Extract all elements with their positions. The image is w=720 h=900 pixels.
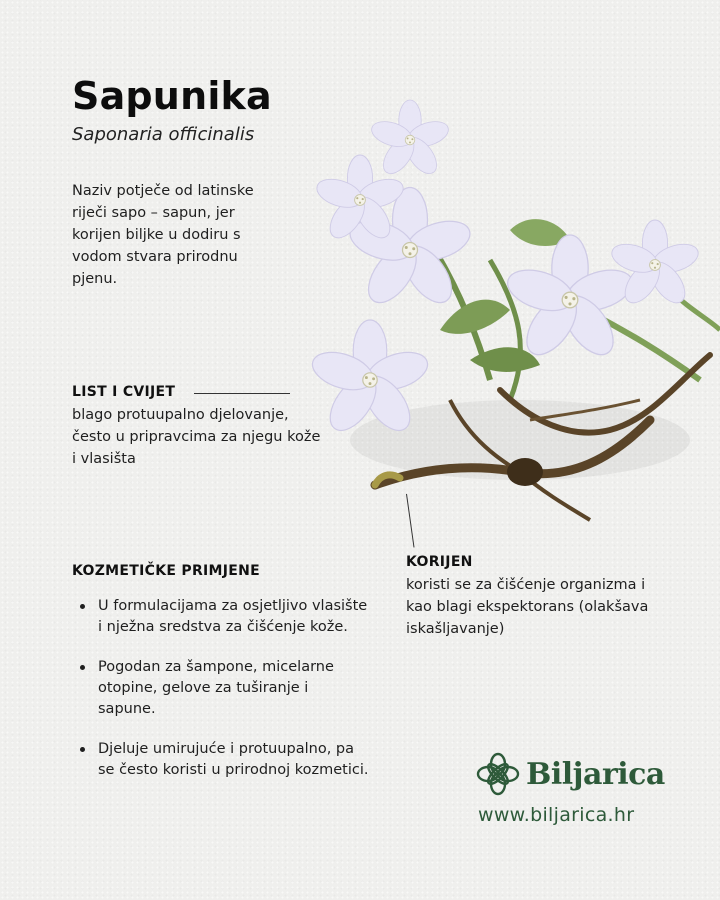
bullet-icon — [80, 604, 85, 609]
list-item-text: U formulacijama za osjetljivo vlasište i nježna sredstva za čišćenje kože. — [98, 598, 368, 635]
leaf-flower-pointer-line — [194, 393, 290, 394]
floral-knot-icon — [476, 752, 520, 796]
root-heading: KORIJEN — [406, 554, 473, 570]
intro-text: Naziv potječe od latinske riječi sapo – sapun, jer korijen biljke u dodiru s vodom stvara prirodnu pjenu. — [72, 183, 254, 287]
brand-name: Biljarica — [526, 756, 665, 792]
page-title: Sapunika — [72, 74, 272, 118]
cosmetics-heading: KOZMETIČKE PRIMJENE — [72, 563, 261, 579]
list-item — [80, 739, 370, 781]
root-text: koristi se za čišćenje organizma i kao blagi ekspektorans (olakšava iskašljavanje) — [406, 577, 649, 637]
list-item-text: Djeluje umirujuće i protuupalno, pa se često koristi u prirodnoj kozmetici. — [98, 741, 369, 778]
bullet-icon — [80, 665, 85, 670]
cosmetics-list — [80, 596, 370, 800]
bullet-icon — [80, 747, 85, 752]
list-item — [80, 596, 370, 638]
brand-logo[interactable] — [476, 752, 665, 796]
soapwort-plant-illustration — [270, 80, 720, 530]
list-item — [80, 657, 370, 720]
leaf-flower-text: blago protuupalno djelovanje, često u pripravcima za njegu kože i vlasišta — [72, 407, 321, 467]
website-link[interactable]: www.biljarica.hr — [478, 804, 635, 826]
latin-name: Saponaria officinalis — [72, 124, 255, 145]
leaf-flower-heading: LIST I CVIJET — [72, 384, 176, 400]
list-item-text: Pogodan za šampone, micelarne otopine, gelove za tuširanje i sapune. — [98, 659, 334, 717]
